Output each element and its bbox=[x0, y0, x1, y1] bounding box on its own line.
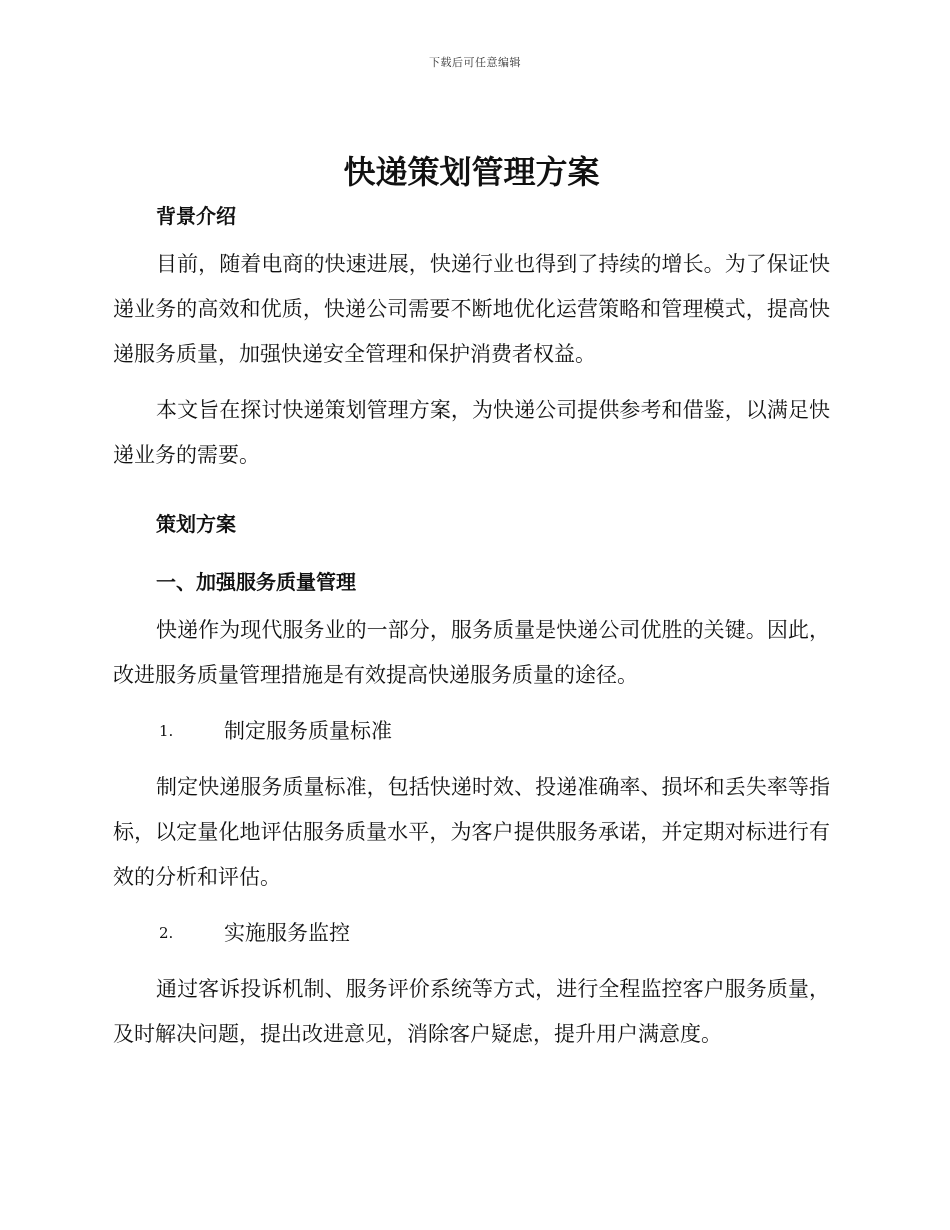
item-label: 制定服务质量标准 bbox=[224, 719, 392, 743]
paragraph-item-2: 通过客诉投诉机制、服务评价系统等方式，进行全程监控客户服务质量，及时解决问题，提出改进意见，消除客户疑虑，提升用户满意度。 bbox=[113, 977, 830, 1046]
item-label: 实施服务监控 bbox=[224, 921, 350, 945]
paragraph-background-2: 本文旨在探讨快递策划管理方案，为快递公司提供参考和借鉴，以满足快递业务的需要。 bbox=[113, 398, 830, 467]
paragraph-service-quality: 快递作为现代服务业的一部分，服务质量是快递公司优胜的关键。因此，改进服务质量管理措施是有效提高快递服务质量的途径。 bbox=[113, 618, 830, 687]
header-note: 下载后可任意编辑 bbox=[429, 56, 521, 69]
section-heading-background: 背景介绍 bbox=[156, 204, 236, 228]
document-body bbox=[113, 148, 830, 1057]
item-number: 1. bbox=[159, 722, 174, 740]
paragraph-background-1: 目前，随着电商的快速进展，快递行业也得到了持续的增长。为了保证快递业务的高效和优质，快递公司需要不断地优化运营策略和管理模式，提高快递服务质量，加强快递安全管理和保护消费者权益。 bbox=[113, 252, 830, 366]
paragraph-item-1: 制定快递服务质量标准，包括快递时效、投递准确率、损坏和丢失率等指标，以定量化地评估服务质量水平，为客户提供服务承诺，并定期对标进行有效的分析和评估。 bbox=[113, 775, 830, 889]
numbered-item-2 bbox=[113, 911, 830, 956]
section-heading-plan: 策划方案 bbox=[156, 512, 236, 536]
document-title: 快递策划管理方案 bbox=[343, 153, 600, 191]
item-number: 2. bbox=[159, 924, 174, 942]
numbered-item-1 bbox=[113, 709, 830, 754]
section-heading-service-quality: 一、加强服务质量管理 bbox=[156, 570, 356, 594]
